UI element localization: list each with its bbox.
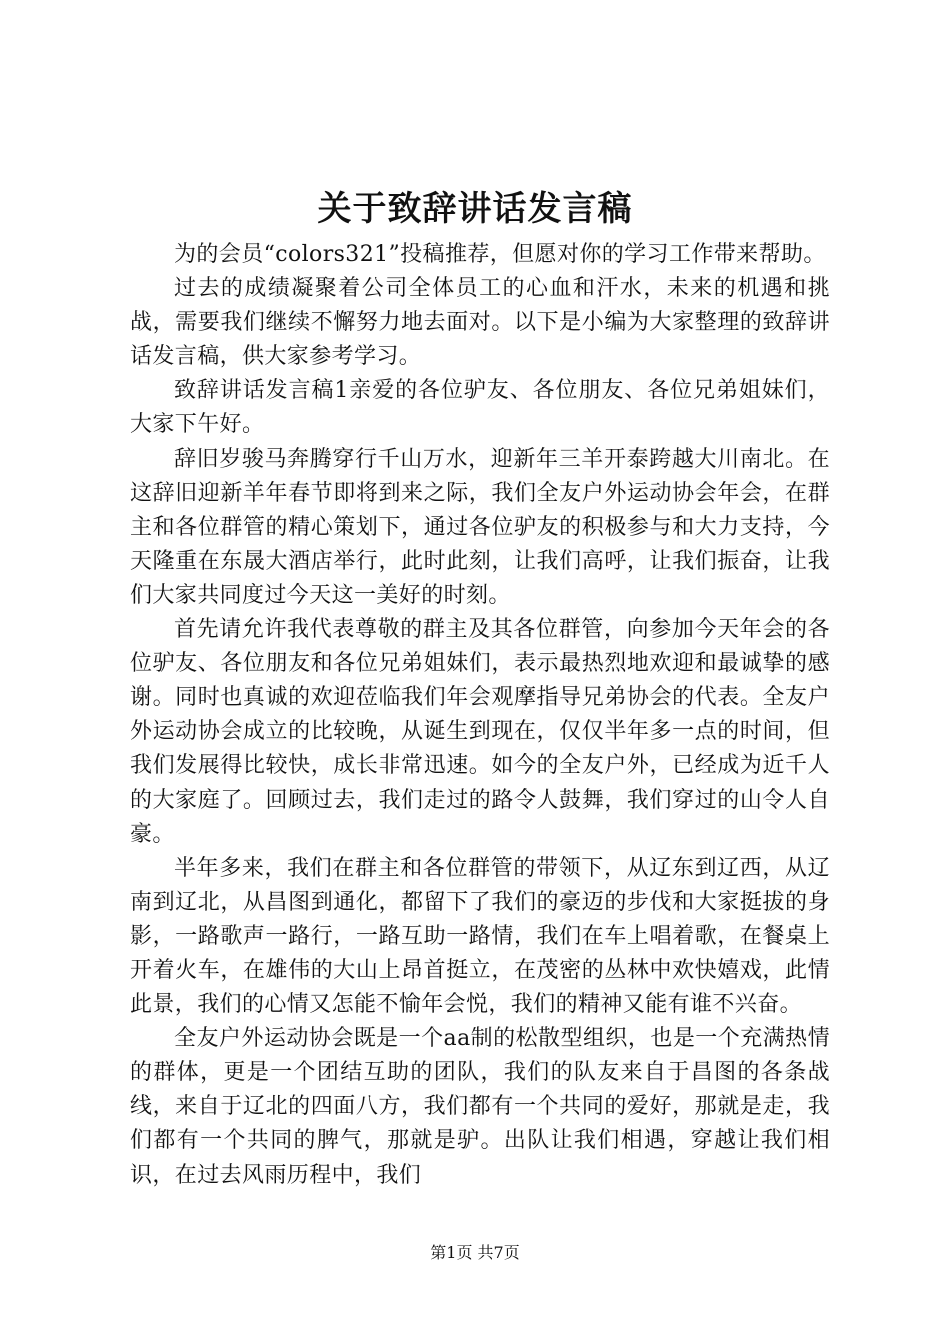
paragraph-welcome: 首先请允许我代表尊敬的群主及其各位群管，向参加今天年会的各位驴友、各位朋友和各位兄弟姐妹们，表示最热烈地欢迎和最诚挚的感谢。同时也真诚的欢迎莅临我们年会观摩指导兄弟协会的代表。全友户外运动协会成立的比较晚，从诞生到现在，仅仅半年多一点的时间，但我们发展得比较快，成长非常迅速。如今的全友户外，已经成为近千人的大家庭了。回顾过去，我们走过的路令人鼓舞，我们穿过的山令人自豪。 — [130, 617, 830, 847]
page-number-footer: 第1页 共7页 — [430, 1243, 520, 1262]
paragraph-intro: 为的会员“colors321”投稿推荐，但愿对你的学习工作带来帮助。 — [174, 242, 826, 267]
paragraph-greeting: 致辞讲话发言稿1亲爱的各位驴友、各位朋友、各位兄弟姐妹们，大家下午好。 — [130, 378, 830, 438]
document-body — [130, 238, 830, 1193]
paragraph-preface: 过去的成绩凝聚着公司全体员工的心血和汗水，未来的机遇和挑战，需要我们继续不懈努力地去面对。以下是小编为大家整理的致辞讲话发言稿，供大家参考学习。 — [130, 276, 830, 370]
paragraph-journey: 半年多来，我们在群主和各位群管的带领下，从辽东到辽西，从辽南到辽北，从昌图到通化，都留下了我们的豪迈的步伐和大家挺拔的身影，一路歌声一路行，一路互助一路情，我们在车上唱着歌，在餐桌上开着火车，在雄伟的大山上昂首挺立，在茂密的丛林中欢快嬉戏，此情此景，我们的心情又怎能不愉年会悦，我们的精神又能有谁不兴奋。 — [130, 855, 830, 1018]
paragraph-new-year: 辞旧岁骏马奔腾穿行千山万水，迎新年三羊开泰跨越大川南北。在这辞旧迎新羊年春节即将到来之际，我们全友户外运动协会年会，在群主和各位群管的精心策划下，通过各位驴友的积极参与和大力支持，今天隆重在东晟大酒店举行，此时此刻，让我们高呼，让我们振奋，让我们大家共同度过今天这一美好的时刻。 — [130, 446, 830, 608]
document-title: 关于致辞讲话发言稿 — [317, 189, 633, 229]
paragraph-association: 全友户外运动协会既是一个aa制的松散型组织，也是一个充满热情的群体，更是一个团结互助的团队，我们的队友来自于昌图的各条战线，来自于辽北的四面八方，我们都有一个共同的爱好，那就是走，我们都有一个共同的脾气，那就是驴。出队让我们相遇，穿越让我们相识，在过去风雨历程中，我们 — [130, 1026, 830, 1188]
